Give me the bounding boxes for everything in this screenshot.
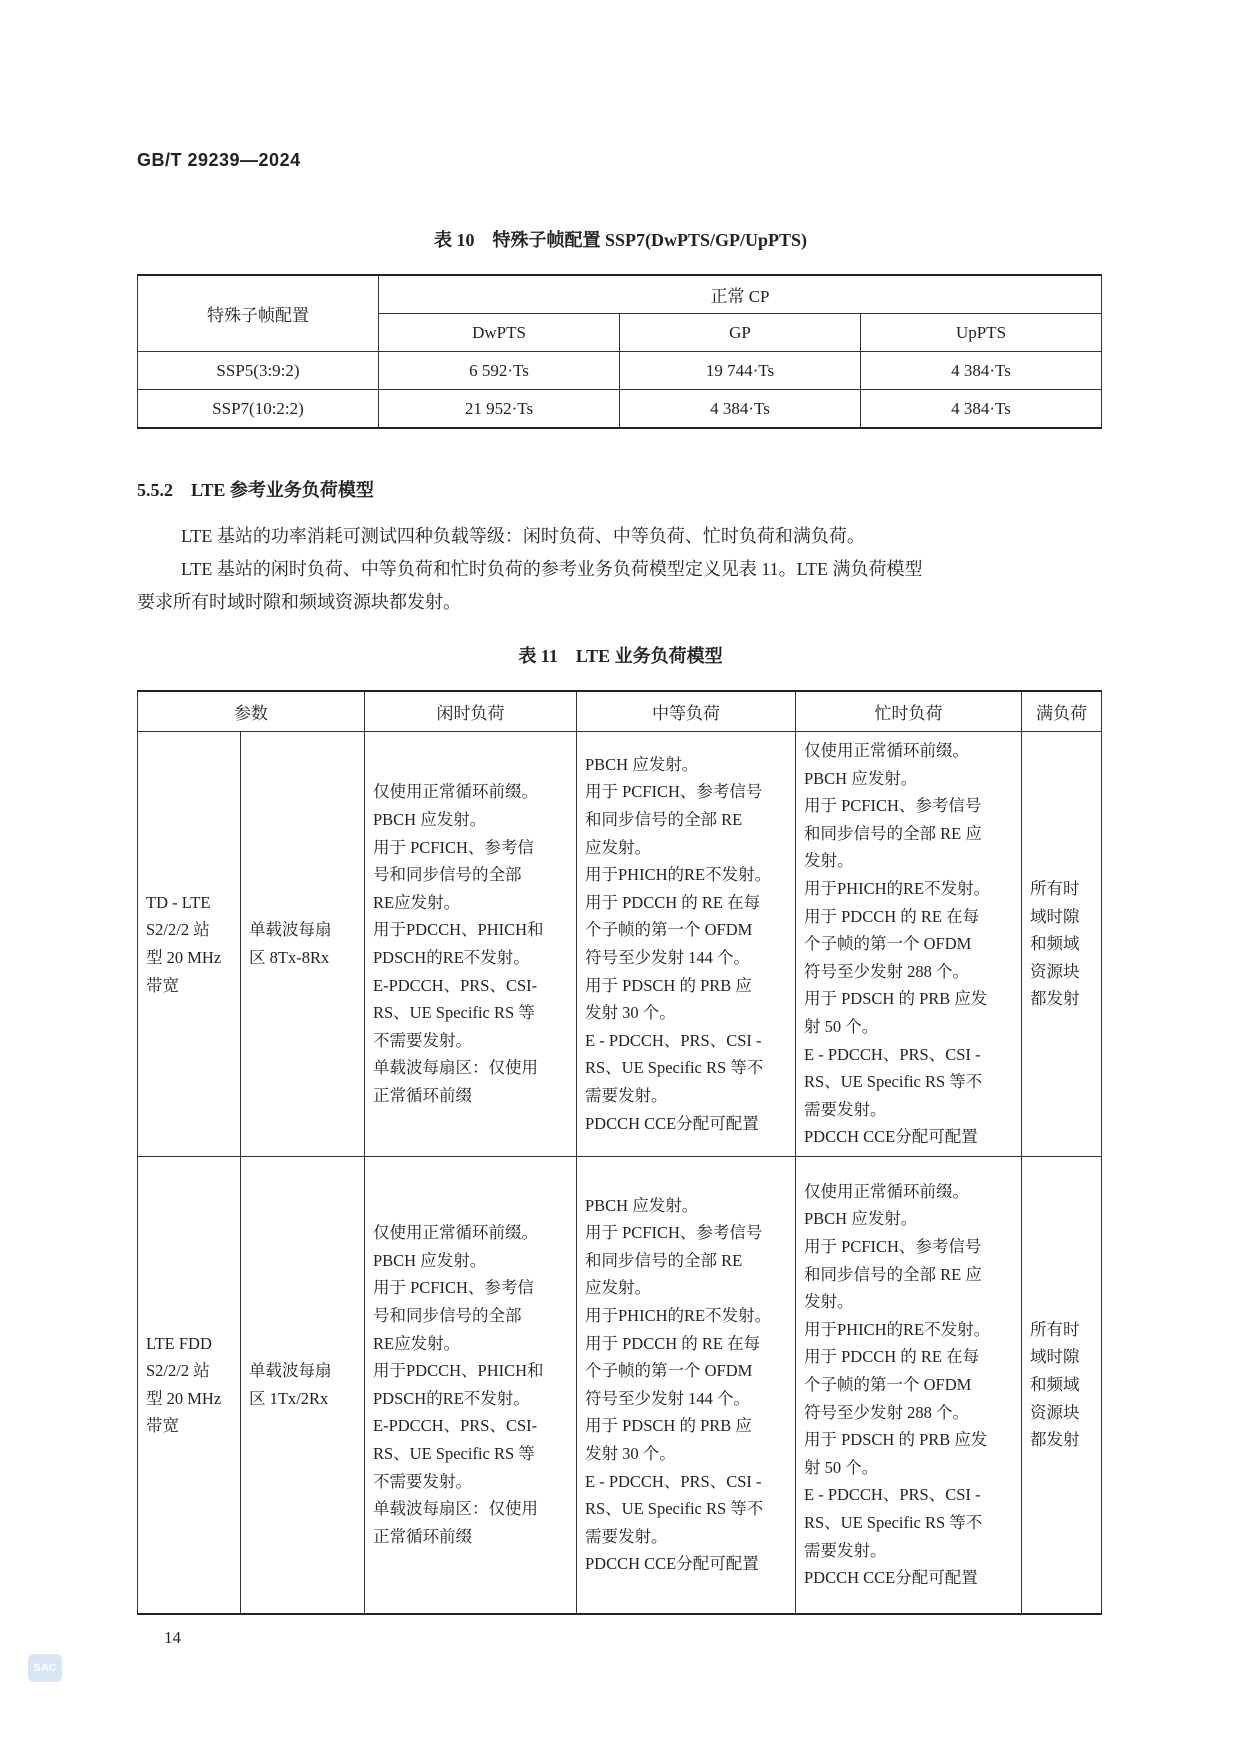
header-idle: 闲时负荷: [365, 691, 577, 732]
header-full: 满负荷: [1022, 691, 1102, 732]
cell-line: PBCH 应发射。: [373, 1250, 487, 1270]
cell-line: 用于 PDCCH 的 RE 在每: [804, 1347, 980, 1367]
cell-full: [1022, 732, 1102, 1157]
cell-line: 号和同步信号的全部: [373, 865, 522, 885]
cell: 6 592·Ts: [379, 352, 620, 390]
cell-line: 型 20 MHz: [146, 948, 222, 967]
cell-line: RS、UE Specific RS 等不: [804, 1512, 983, 1532]
cell-line: 符号至少发射 288 个。: [804, 1402, 969, 1422]
cell-line: 符号至少发射 144 个。: [585, 948, 750, 967]
cell-line: 和同步信号的全部 RE 应: [804, 823, 982, 843]
cell-line: PDCCH CCE分配可配置: [585, 1554, 759, 1574]
cell-line: 区 1Tx/2Rx: [249, 1388, 329, 1408]
header-medium: 中等负荷: [577, 691, 796, 732]
cell-line: RE应发射。: [373, 892, 461, 912]
cell-line: PDCCH CCE分配可配置: [804, 1568, 978, 1588]
cell-line: 和同步信号的全部 RE: [585, 810, 743, 830]
cell-line: 单载波每扇区：仅使用: [373, 1499, 538, 1519]
cell-line: 个子帧的第一个 OFDM: [804, 1374, 972, 1394]
cell-busy: [796, 1157, 1022, 1614]
cell-line: 用于 PDCCH 的 RE 在每: [804, 906, 980, 926]
cell-line: 用于PHICH的RE不发射。: [585, 1305, 772, 1325]
cell-param1: [138, 732, 241, 1157]
cell-line: 所有时: [1030, 1319, 1080, 1339]
cell-line: 域时隙: [1030, 906, 1080, 926]
table10-caption: 表 10 特殊子帧配置 SSP7(DwPTS/GP/UpPTS): [433, 230, 808, 250]
cell-line: 用于PDCCH、PHICH和: [373, 1361, 544, 1381]
cell-line: 发射 30 个。: [585, 1003, 676, 1023]
cell-line: 不需要发射。: [373, 1030, 472, 1050]
cell-line: 仅使用正常循环前缀。: [373, 1223, 538, 1243]
cell-line: 和频域: [1030, 1374, 1080, 1394]
cell-line: 射 50 个。: [804, 1016, 879, 1036]
cell-line: 带宽: [146, 975, 179, 995]
cell-line: PDCCH CCE分配可配置: [585, 1113, 759, 1133]
cell-line: 发射 30 个。: [585, 1443, 676, 1463]
cell-line: 都发射: [1030, 1430, 1080, 1450]
table-row: [138, 1157, 1102, 1614]
cell-line: 符号至少发射 288 个。: [804, 961, 969, 981]
cell-line: 单载波每扇: [249, 920, 332, 940]
cell-line: 需要发射。: [585, 1526, 668, 1546]
sac-logo: SAC: [28, 1654, 62, 1682]
cell-line: 域时隙: [1030, 1347, 1080, 1367]
cell-line: 用于 PCFICH、参考信号: [585, 782, 763, 802]
cell-line: 型 20 MHz: [146, 1388, 222, 1408]
cell-line: 区 8Tx-8Rx: [249, 948, 330, 967]
cell-line: 符号至少发射 144 个。: [585, 1388, 750, 1408]
cell-line: 用于 PDCCH 的 RE 在每: [585, 892, 761, 912]
cell-line: 资源块: [1030, 961, 1080, 981]
cell-line: 应发射。: [585, 837, 651, 857]
cell-line: 射 50 个。: [804, 1457, 879, 1477]
cell-line: RS、UE Specific RS 等不: [585, 1058, 764, 1078]
cell-line: PBCH 应发射。: [585, 1195, 699, 1215]
cell-idle: [365, 1157, 577, 1614]
cell-line: 用于PDCCH、PHICH和: [373, 920, 544, 940]
cell-line: 都发射: [1030, 989, 1080, 1009]
cell-line: 用于 PCFICH、参考信号: [585, 1223, 763, 1243]
cell-line: 用于 PCFICH、参考信: [373, 1278, 534, 1298]
cell-line: 带宽: [146, 1416, 179, 1436]
table11-caption: 表 11 LTE 业务负荷模型: [518, 646, 723, 666]
cell-line: 发射。: [804, 851, 854, 871]
cell-line: 和频域: [1030, 934, 1080, 954]
cell-line: 用于 PDCCH 的 RE 在每: [585, 1333, 761, 1353]
table-10: [137, 274, 1102, 429]
table-row: [138, 352, 1102, 390]
standard-number: GB/T 29239—2024: [137, 150, 301, 170]
cell-line: 单载波每扇区：仅使用: [373, 1058, 538, 1078]
cell-full: [1022, 1157, 1102, 1614]
cell-line: 单载波每扇: [249, 1361, 332, 1381]
cell: SSP7(10:2:2): [138, 390, 379, 429]
cell-busy: [796, 732, 1022, 1157]
cell-line: 用于PHICH的RE不发射。: [804, 1319, 991, 1339]
cell-medium: [577, 1157, 796, 1614]
cell-line: RE应发射。: [373, 1333, 461, 1353]
table-row: [138, 732, 1102, 1157]
cell-line: 需要发射。: [804, 1540, 887, 1560]
cell: SSP5(3:9:2): [138, 352, 379, 390]
cell-line: 用于 PCFICH、参考信号: [804, 796, 982, 816]
cell-line: 用于 PDSCH 的 PRB 应: [585, 975, 752, 995]
cell-line: 资源块: [1030, 1402, 1080, 1422]
cell-line: E - PDCCH、PRS、CSI -: [585, 1030, 762, 1050]
cell-line: RS、UE Specific RS 等不: [585, 1499, 764, 1519]
cell-line: LTE FDD: [146, 1333, 212, 1353]
cell-line: 用于PHICH的RE不发射。: [804, 879, 991, 899]
section-heading: 5.5.2 LTE 参考业务负荷模型: [137, 480, 374, 500]
cell-line: 用于PHICH的RE不发射。: [585, 865, 772, 885]
cell: 4 384·Ts: [861, 390, 1102, 429]
cell-line: 用于 PDSCH 的 PRB 应发: [804, 989, 988, 1009]
paragraph: 要求所有时域时隙和频域资源块都发射。: [137, 592, 461, 612]
paragraph: LTE 基站的功率消耗可测试四种负载等级：闲时负荷、中等负荷、忙时负荷和满负荷。: [181, 526, 865, 546]
cell-line: 仅使用正常循环前缀。: [804, 1181, 969, 1201]
cell-line: 需要发射。: [585, 1085, 668, 1105]
cell-line: TD - LTE: [146, 892, 211, 912]
cell-line: 应发射。: [585, 1278, 651, 1298]
cell-line: 仅使用正常循环前缀。: [373, 782, 538, 802]
cell-line: 仅使用正常循环前缀。: [804, 741, 969, 761]
cell-line: PBCH 应发射。: [373, 810, 487, 830]
cell-line: 和同步信号的全部 RE: [585, 1250, 743, 1270]
header-busy: 忙时负荷: [796, 691, 1022, 732]
cell-line: E - PDCCH、PRS、CSI -: [804, 1044, 981, 1064]
cell-line: 用于 PDSCH 的 PRB 应: [585, 1416, 752, 1436]
cell-line: 不需要发射。: [373, 1471, 472, 1491]
col-header: DwPTS: [379, 314, 620, 352]
cell: 4 384·Ts: [620, 390, 861, 429]
cell-line: PBCH 应发射。: [804, 1209, 918, 1229]
paragraph: LTE 基站的闲时负荷、中等负荷和忙时负荷的参考业务负荷模型定义见表 11。LTE 满负荷模型: [181, 559, 923, 579]
cell-line: 用于 PDSCH 的 PRB 应发: [804, 1430, 988, 1450]
cell-line: PBCH 应发射。: [585, 754, 699, 774]
cell-line: S2/2/2 站: [146, 1361, 210, 1381]
cell-line: 正常循环前缀: [373, 1085, 472, 1105]
cell-line: RS、UE Specific RS 等不: [804, 1072, 983, 1092]
cell-line: PDCCH CCE分配可配置: [804, 1127, 978, 1147]
cell: 4 384·Ts: [861, 352, 1102, 390]
cell-line: 正常循环前缀: [373, 1526, 472, 1546]
cell-line: 需要发射。: [804, 1099, 887, 1119]
cell-line: 用于 PCFICH、参考信: [373, 837, 534, 857]
cell: 21 952·Ts: [379, 390, 620, 429]
group-header: 正常 CP: [379, 275, 1102, 314]
header-params: 参数: [138, 691, 365, 732]
cell-idle: [365, 732, 577, 1157]
col-header: UpPTS: [861, 314, 1102, 352]
cell: 19 744·Ts: [620, 352, 861, 390]
cell-line: RS、UE Specific RS 等: [373, 1443, 535, 1463]
table-11: [137, 690, 1102, 1615]
cell-param2: [241, 1157, 365, 1614]
cell-line: PDSCH的RE不发射。: [373, 948, 530, 967]
cell-line: 个子帧的第一个 OFDM: [585, 1361, 753, 1381]
cell-line: E - PDCCH、PRS、CSI -: [585, 1471, 762, 1491]
cell-line: PBCH 应发射。: [804, 768, 918, 788]
cell-line: 个子帧的第一个 OFDM: [585, 920, 753, 940]
cell-line: E-PDCCH、PRS、CSI-: [373, 1416, 538, 1436]
cell-medium: [577, 732, 796, 1157]
cell-param2: [241, 732, 365, 1157]
cell-line: 和同步信号的全部 RE 应: [804, 1264, 982, 1284]
cell-line: E-PDCCH、PRS、CSI-: [373, 975, 538, 995]
cell-line: 号和同步信号的全部: [373, 1305, 522, 1325]
cell-line: RS、UE Specific RS 等: [373, 1003, 535, 1023]
page-number: 14: [164, 1628, 181, 1647]
cell-param1: [138, 1157, 241, 1614]
col-header: GP: [620, 314, 861, 352]
cell-line: E - PDCCH、PRS、CSI -: [804, 1485, 981, 1505]
col-config-header: 特殊子帧配置: [138, 275, 379, 352]
cell-line: PDSCH的RE不发射。: [373, 1388, 530, 1408]
cell-line: S2/2/2 站: [146, 920, 210, 940]
cell-line: 发射。: [804, 1292, 854, 1312]
cell-line: 用于 PCFICH、参考信号: [804, 1236, 982, 1256]
cell-line: 所有时: [1030, 879, 1080, 899]
cell-line: 个子帧的第一个 OFDM: [804, 934, 972, 954]
table-row: [138, 390, 1102, 429]
